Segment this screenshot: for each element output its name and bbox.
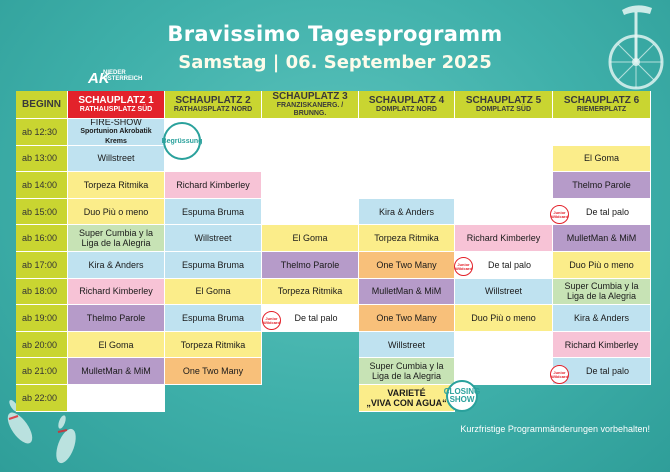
act-cell: Thelmo Parole [68,305,165,332]
empty-cell [553,385,651,412]
act-cell: El Goma [165,279,262,306]
act-cell: Willstreet [455,279,553,306]
empty-cell [455,146,553,173]
header-schauplatz-4: SCHAUPLATZ 4 DOMPLATZ NORD [359,91,455,119]
act-cell: MulletMan & MiM [68,358,165,385]
time-cell: ab 17:00 [16,252,68,279]
act-cell: Espuma Bruma [165,305,262,332]
empty-cell [262,119,359,146]
act-cell: De tal palo [262,305,359,332]
act-cell: Willstreet [359,332,455,359]
closing-show-badge: CLOSING SHOW [446,380,478,412]
act-cell: Super Cumbia y la Liga de la Alegria [553,279,651,306]
time-cell: ab 20:00 [16,332,68,359]
schedule-table [16,91,651,438]
act-cell: Duo Più o meno [455,305,553,332]
time-cell: ab 16:00 [16,225,68,252]
empty-cell [262,146,359,173]
act-cell: Duo Più o meno [68,199,165,226]
act-cell: MulletMan & MiM [553,225,651,252]
header-schauplatz-2: SCHAUPLATZ 2 RATHAUSPLATZ NORD [165,91,262,119]
act-cell: One Two Many [359,252,455,279]
act-cell: El Goma [553,146,651,173]
time-cell: ab 14:00 [16,172,68,199]
act-cell: De tal palo [553,358,651,385]
act-cell: Richard Kimberley [68,279,165,306]
header-schauplatz-1: SCHAUPLATZ 1 RATHAUSPLATZ SÜD [68,91,165,119]
act-cell: Thelmo Parole [262,252,359,279]
ak-logo: AK NIEDER ÖSTERREICH [88,70,143,87]
act-cell: Espuma Bruma [165,199,262,226]
empty-cell [455,172,553,199]
act-cell: Thelmo Parole [553,172,651,199]
empty-cell [262,332,359,359]
act-cell: Torpeza Ritmika [359,225,455,252]
act-cell: Espuma Bruma [165,252,262,279]
act-cell: One Two Many [165,358,262,385]
junior-wildcard-badge: Junior Wildcard [454,257,473,276]
empty-cell [455,199,553,226]
act-cell: MulletMan & MiM [359,279,455,306]
act-cell: Willstreet [68,146,165,173]
time-cell: ab 19:00 [16,305,68,332]
header-schauplatz-5: SCHAUPLATZ 5 DOMPLATZ SÜD [455,91,553,119]
empty-cell [455,119,553,146]
act-cell: Richard Kimberley [165,172,262,199]
act-cell: De tal palo [455,252,553,279]
empty-cell [165,385,262,412]
time-cell: ab 12:30 [16,119,68,146]
unicycle-illustration [598,0,670,92]
junior-wildcard-badge: Junior Wildcard [550,365,569,384]
act-cell: Richard Kimberley [455,225,553,252]
empty-cell [262,199,359,226]
junior-wildcard-badge: Junior Wildcard [550,205,569,224]
page-title: Bravissimo Tagesprogramm [167,22,503,46]
time-cell: ab 21:00 [16,358,68,385]
empty-cell [455,358,553,385]
act-cell: Kira & Anders [68,252,165,279]
act-cell: Torpeza Ritmika [262,279,359,306]
act-cell: One Two Many [359,305,455,332]
act-cell: De tal palo [553,199,651,226]
time-cell: ab 15:00 [16,199,68,226]
empty-cell [359,119,455,146]
empty-cell [262,385,359,412]
act-cell: Kira & Anders [359,199,455,226]
footer-note: Kurzfristige Programmänderungen vorbehalten! [460,424,650,434]
act-cell: El Goma [68,332,165,359]
act-cell: Duo Più o meno [553,252,651,279]
act-cell: Torpeza Ritmika [68,172,165,199]
time-cell: ab 13:00 [16,146,68,173]
act-cell: Richard Kimberley [553,332,651,359]
empty-cell [262,172,359,199]
header-schauplatz-6: SCHAUPLATZ 6 RIEMERPLATZ [553,91,651,119]
act-cell: Torpeza Ritmika [165,332,262,359]
empty-cell [68,385,165,412]
empty-cell [553,119,651,146]
empty-cell [455,332,553,359]
junior-wildcard-badge: Junior Wildcard [262,311,281,330]
act-cell: FIRE-SHOW Sportunion Akrobatik Krems [68,119,165,146]
begruessung-badge: Begrüssung [163,122,201,160]
empty-cell [359,146,455,173]
empty-cell [262,358,359,385]
act-cell: Kira & Anders [553,305,651,332]
time-cell: ab 22:00 [16,385,68,412]
act-cell: Super Cumbia y la Liga de la Alegria [359,358,455,385]
page-date: Samstag | 06. September 2025 [178,52,492,73]
header-beginn: BEGINN [16,91,68,119]
act-cell: VARIETÉ „VIVA CON AGUA“ [359,385,455,412]
empty-cell [359,172,455,199]
time-cell: ab 18:00 [16,279,68,306]
act-cell: Willstreet [165,225,262,252]
act-cell: Super Cumbia y la Liga de la Alegria [68,225,165,252]
header-schauplatz-3: SCHAUPLATZ 3 FRANZISKANERG. / BRUNNG. [262,91,359,119]
act-cell: El Goma [262,225,359,252]
